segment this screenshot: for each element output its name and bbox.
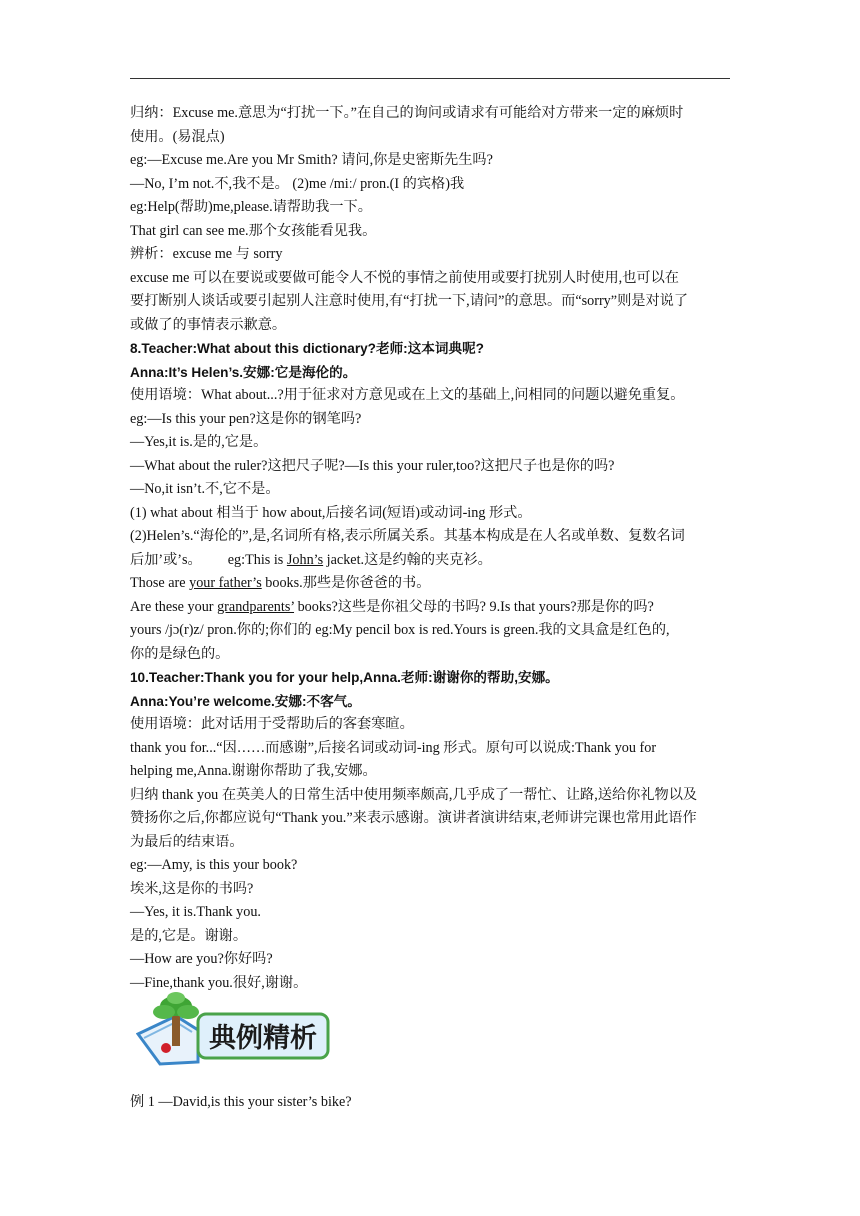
- text-line: yours /jɔ(r)z/ pron.你的;你们的 eg:My pencil box is red.Yours is green.我的文具盒是红色的,: [130, 622, 670, 638]
- text-line: helping me,Anna.谢谢你帮助了我,安娜。: [130, 763, 377, 779]
- text-line: eg:—Is this your pen?这是你的钢笔吗?: [130, 410, 362, 427]
- dialogue-heading: Anna:It’s Helen’s.安娜:它是海伦的。: [130, 364, 357, 380]
- text-line: —How are you?你好吗?: [130, 951, 273, 967]
- book-icon: [138, 1016, 198, 1064]
- text-line: excuse me 可以在要说或要做可能令人不悦的事情之前使用或要打扰别人时使用,也可以在: [130, 269, 679, 286]
- text-line: —What about the ruler?这把尺子呢?—Is this your ruler,too?这把尺子也是你的吗?: [130, 457, 615, 474]
- dialogue-heading: 8.Teacher:What about this dictionary?老师:这本词典呢?: [130, 341, 484, 356]
- text-line: 或做了的事情表示歉意。: [130, 316, 287, 333]
- example-question: 例 1 —David,is this your sister’s bike?: [130, 1094, 352, 1111]
- text-line: thank you for...“因……而感谢”,后接名词或动词-ing 形式。原句可以说成:Thank you for: [130, 739, 657, 756]
- text-span: jacket.这是约翰的夹克衫。: [323, 551, 492, 568]
- text-span: Those are: [130, 575, 190, 591]
- dialogue-heading: 10.Teacher:Thank you for your help,Anna.老师:谢谢你的帮助,安娜。: [130, 670, 559, 685]
- text-line: 为最后的结束语。: [130, 833, 244, 850]
- text-span: Are these your: [130, 598, 218, 615]
- text-span: books?这些是你祖父母的书吗? 9.Is that yours?那是你的吗?: [294, 598, 654, 615]
- text-line: 埃米,这是你的书吗?: [130, 880, 254, 897]
- text-line: 使用语境：此对话用于受帮助后的客套寒暄。: [130, 716, 414, 732]
- text-line: 使用。(易混点): [130, 128, 225, 145]
- dialogue-heading: Anna:You’re welcome.安娜:不客气。: [130, 693, 361, 709]
- text-line: 归纳：Excuse me.意思为“打扰一下。”在自己的询问或请求有可能给对方带来一定的麻烦时: [130, 105, 684, 121]
- text-line: 赞扬你之后,你都应说句“Thank you.”来表示感谢。演讲者演讲结束,老师讲完课也常用此语作: [130, 810, 697, 826]
- text-line: [130, 549, 730, 573]
- text-line: [130, 596, 730, 620]
- text-line: 辨析：excuse me 与 sorry: [130, 246, 283, 262]
- text-line: 归纳 thank you 在英美人的日常生活中使用频率颇高,几乎成了一帮忙、让路,送给你礼物以及: [130, 786, 698, 803]
- text-line: —Fine,thank you.很好,谢谢。: [130, 974, 308, 991]
- text-line: eg:—Amy, is this your book?: [130, 857, 298, 873]
- text-line: 你的是绿色的。: [130, 645, 230, 662]
- text-span: 后加’或’s。: [130, 551, 202, 568]
- text-line: (1) what about 相当于 how about,后接名词(短语)或动词-ing 形式。: [130, 504, 532, 521]
- underlined-word: John’s: [286, 551, 324, 568]
- badge-label: 典例精析: [209, 1023, 317, 1054]
- text-line: eg:Help(帮助)me,please.请帮助我一下。: [130, 199, 372, 215]
- text-line: 要打断别人谈话或要引起别人注意时使用,有“打扰一下,请问”的意思。而“sorry”则是对说了: [130, 293, 689, 309]
- text-line: eg:—Excuse me.Are you Mr Smith? 请问,你是史密斯先生吗?: [130, 152, 493, 168]
- notes-body: [130, 102, 730, 995]
- text-line: 使用语境：What about...?用于征求对方意见或在上文的基础上,问相同的问题以避免重复。: [130, 387, 685, 403]
- text-span: eg:This is: [227, 551, 287, 568]
- text-line: —No,it isn’t.不,它不是。: [130, 481, 280, 497]
- text-line: —Yes, it is.Thank you.: [130, 904, 261, 920]
- text-line: That girl can see me.那个女孩能看见我。: [130, 222, 377, 239]
- underlined-word: grandparents’: [217, 598, 295, 615]
- text-span: books.那些是你爸爸的书。: [261, 575, 431, 591]
- text-line: [130, 572, 730, 596]
- text-line: —No, I’m not.不,我不是。 (2)me /miː/ pron.(I 的宾格)我: [130, 175, 465, 192]
- section-badge: [136, 986, 336, 1066]
- text-line: —Yes,it is.是的,它是。: [130, 434, 268, 450]
- header-rule: [130, 78, 730, 79]
- text-line: (2)Helen’s.“海伦的”,是,名词所有格,表示所属关系。其基本构成是在人名或单数、复数名词: [130, 528, 685, 544]
- underlined-word: your father’s: [189, 575, 262, 591]
- text-line: 是的,它是。谢谢。: [130, 927, 248, 944]
